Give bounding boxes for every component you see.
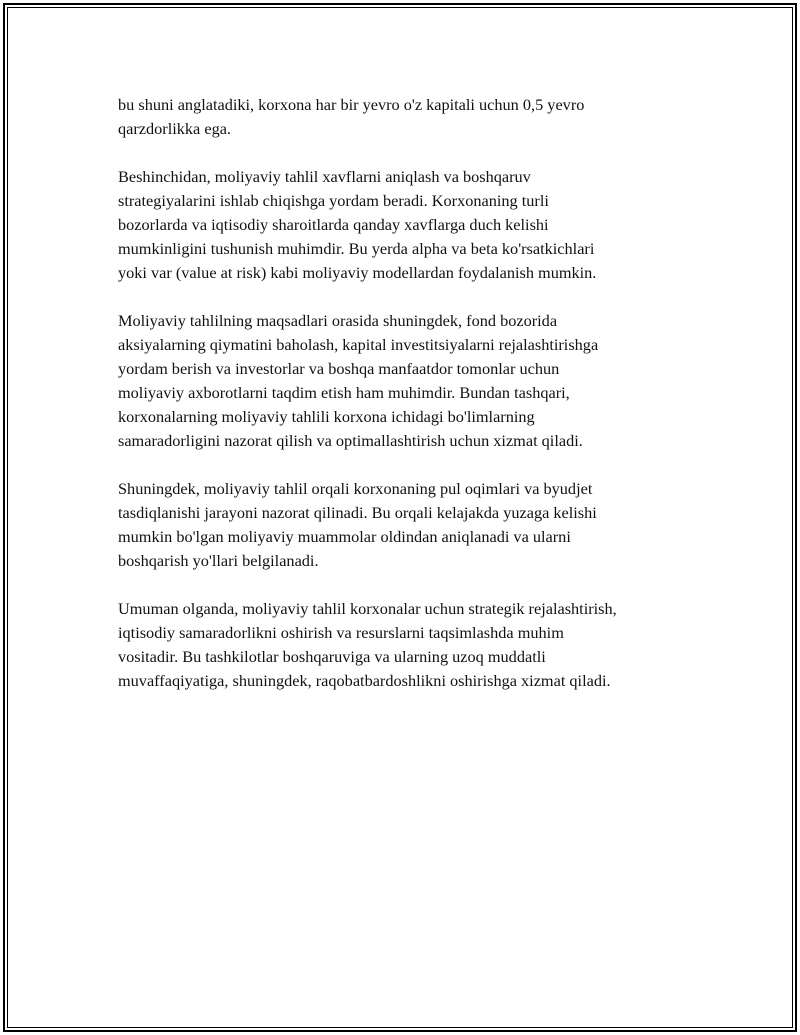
paragraph-cash-flow-control: Shuningdek, moliyaviy tahlil orqali korxonaning pul oqimlari va byudjet tasdiqlanishi jarayoni nazorat qilinadi. Bu orqali kelajakda yuzaga kelishi mumkin bo'lgan moliyaviy muammolar oldindan aniqlanadi va ularni boshqarish yo'llari belgilanadi. [118,479,597,570]
paragraph-conclusion: Umuman olganda, moliyaviy tahlil korxonalar uchun strategik rejalashtirish, iqtisodiy samaradorlikni oshirish va resurslarni taqsimlashda muhim vositadir. Bu tashkilotlar boshqaruviga va ularning uzoq muddatli muvaffaqiyatiga, shuningdek, raqobatbardoshlikni oshirishga xizmat qiladi. [118,599,617,690]
paragraph-risk-management: Beshinchidan, moliyaviy tahlil xavflarni aniqlash va boshqaruv strategiyalarini ishlab chiqishga yordam beradi. Korxonaning turli bozorlarda va iqtisodiy sharoitlarda qanday xavflarga duch kelishi mumkinligini tushunish muhimdir. Bu yerda alpha va beta ko'rsatkichlari yoki var (value at risk) kabi moliyaviy modellardan foydalanish mumkin. [118,167,597,282]
paragraph-capital-ratio: bu shuni anglatadiki, korxona har bir yevro o'z kapitali uchun 0,5 yevro qarzdorlikka ega. [118,95,585,138]
document-body [118,93,718,717]
paragraph-analysis-goals: Moliyaviy tahlilning maqsadlari orasida shuningdek, fond bozorida aksiyalarning qiymatini baholash, kapital investitsiyalarni rejalashtirishga yordam berish va investorlar va boshqa manfaatdor tomonlar uchun moliyaviy axborotlarni taqdim etish ham muhimdir. Bundan tashqari, korxonalarning moliyaviy tahlili korxona ichidagi bo'limlarning samaradorligini nazorat qilish va optimallashtirish uchun xizmat qiladi. [118,311,599,450]
